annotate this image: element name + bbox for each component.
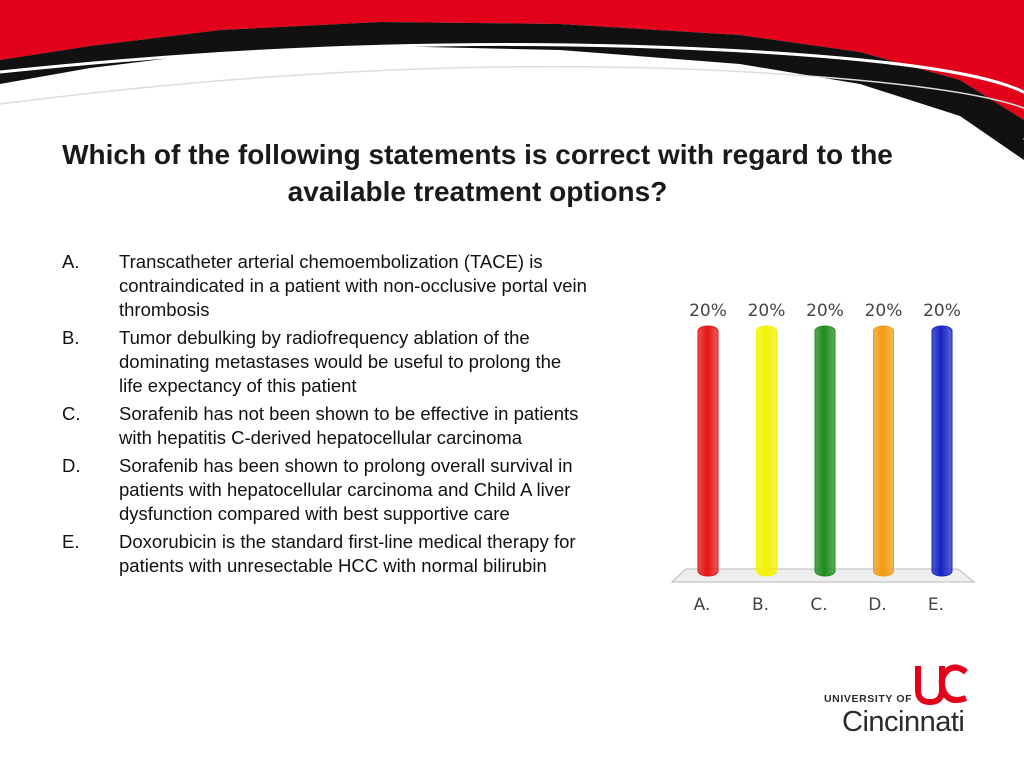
- option-text: Doxorubicin is the standard first-line medical therapy for patients with unresectable HCC with normal bilirubin: [119, 531, 576, 576]
- logo-cincinnati: Cincinnati: [842, 706, 965, 738]
- option-a[interactable]: [62, 250, 592, 322]
- uc-logo-mark: [914, 662, 970, 706]
- category-label: E.: [927, 595, 945, 615]
- bar-value-label: 20%: [747, 301, 786, 321]
- option-e[interactable]: [62, 530, 592, 578]
- response-bar-chart: [668, 292, 978, 622]
- bar-3: [815, 326, 835, 576]
- bar-4: [874, 326, 894, 576]
- option-letter: C.: [62, 403, 81, 424]
- option-text: Sorafenib has been shown to prolong overall survival in patients with hepatocellular carcinoma and Child A liver dysfunction compared with best supportive care: [119, 455, 573, 524]
- bar-value-label: 20%: [806, 301, 844, 321]
- option-text: Sorafenib has not been shown to be effective in patients with hepatitis C-derived hepatocellular carcinoma: [119, 403, 579, 448]
- option-text: Tumor debulking by radiofrequency ablation of the dominating metastases would be useful to prolong the life expectancy of this patient: [119, 327, 562, 396]
- option-text: Transcatheter arterial chemoembolization (TACE) is contraindicated in a patient with non-occlusive portal vein thrombosis: [119, 251, 587, 320]
- option-letter: E.: [62, 531, 80, 552]
- option-c[interactable]: [62, 402, 592, 450]
- bar-value-label: 20%: [689, 301, 727, 321]
- option-letter: D.: [62, 455, 81, 476]
- option-b[interactable]: [62, 326, 592, 398]
- bar-5: [932, 326, 952, 576]
- university-logo: [818, 662, 978, 736]
- category-label: A.: [693, 595, 711, 615]
- category-label: B.: [751, 595, 770, 615]
- bar-1: [698, 326, 718, 576]
- option-letter: A.: [62, 251, 80, 272]
- logo-university-of: UNIVERSITY OF: [824, 693, 913, 705]
- category-label: D.: [868, 595, 887, 615]
- option-letter: B.: [62, 327, 80, 348]
- category-label: C.: [810, 595, 828, 615]
- bar-value-label: 20%: [864, 301, 903, 321]
- answer-options: [62, 250, 592, 582]
- bar-value-label: 20%: [923, 301, 961, 321]
- option-d[interactable]: [62, 454, 592, 526]
- bar-2: [757, 326, 777, 576]
- slide-title: Which of the following statements is correct with regard to the available treatment options?: [62, 139, 893, 207]
